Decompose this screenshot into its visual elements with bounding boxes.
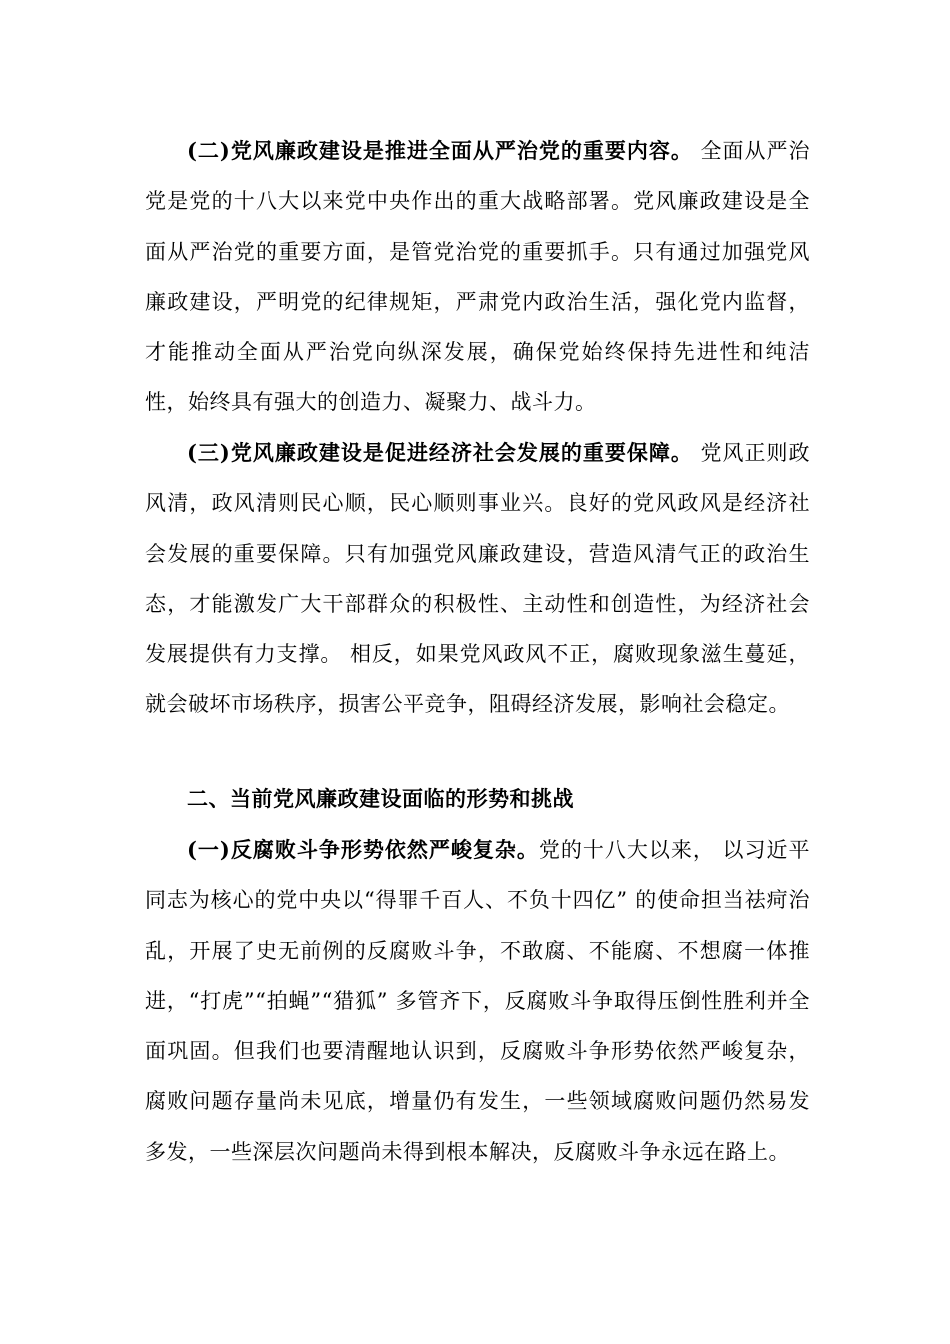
paragraph-heading: (三)党风廉政建设是促进经济社会发展的重要保障。: [187, 440, 693, 465]
paragraph-body: 党风正则政风清，政风清则民心顺，民心顺则事业兴。良好的党风政风是经济社会发展的重要保障。只有加强党风廉政建设，营造风清气正的政治生态，才能激发广大干部群众的积极性、主动性和创造性，为经济社会发展提供有力支撑。 相反，如果党风政风不正，腐败现象滋生蔓延，就会破坏市场秩序，损害公平竞争，阻碍经济发展，影响社会稳定。: [145, 441, 810, 717]
paragraph-party-governance: [145, 126, 810, 428]
paragraph-heading: (二)党风廉政建设是推进全面从严治党的重要内容。: [187, 138, 693, 163]
paragraph-anti-corruption: [145, 825, 810, 1177]
paragraph-economic-development: [145, 428, 810, 730]
section-title: 二、当前党风廉政建设面临的形势和挑战: [187, 786, 574, 811]
paragraph-heading: (一)反腐败斗争形势依然严峻复杂。: [187, 837, 539, 862]
paragraph-body: 党的十八大以来， 以习近平同志为核心的党中央以“得罪千百人、不负十四亿” 的使命担当祛疴治乱，开展了史无前例的反腐败斗争，不敢腐、不能腐、不想腐一体推进，“打虎”“拍蝇”“猎狐” 多管齐下，反腐败斗争取得压倒性胜利并全面巩固。但我们也要清醒地认识到，反腐败斗争形势依然严峻复杂，腐败问题存量尚未见底，增量仍有发生，一些领域腐败问题仍然易发多发，一些深层次问题尚未得到根本解决，反腐败斗争永远在路上。: [145, 838, 810, 1164]
paragraph-body: 全面从严治党是党的十八大以来党中央作出的重大战略部署。党风廉政建设是全面从严治党的重要方面，是管党治党的重要抓手。只有通过加强党风廉政建设，严明党的纪律规矩，严肃党内政治生活，强化党内监督，才能推动全面从严治党向纵深发展，确保党始终保持先进性和纯洁性，始终具有强大的创造力、凝聚力、战斗力。: [145, 139, 810, 415]
